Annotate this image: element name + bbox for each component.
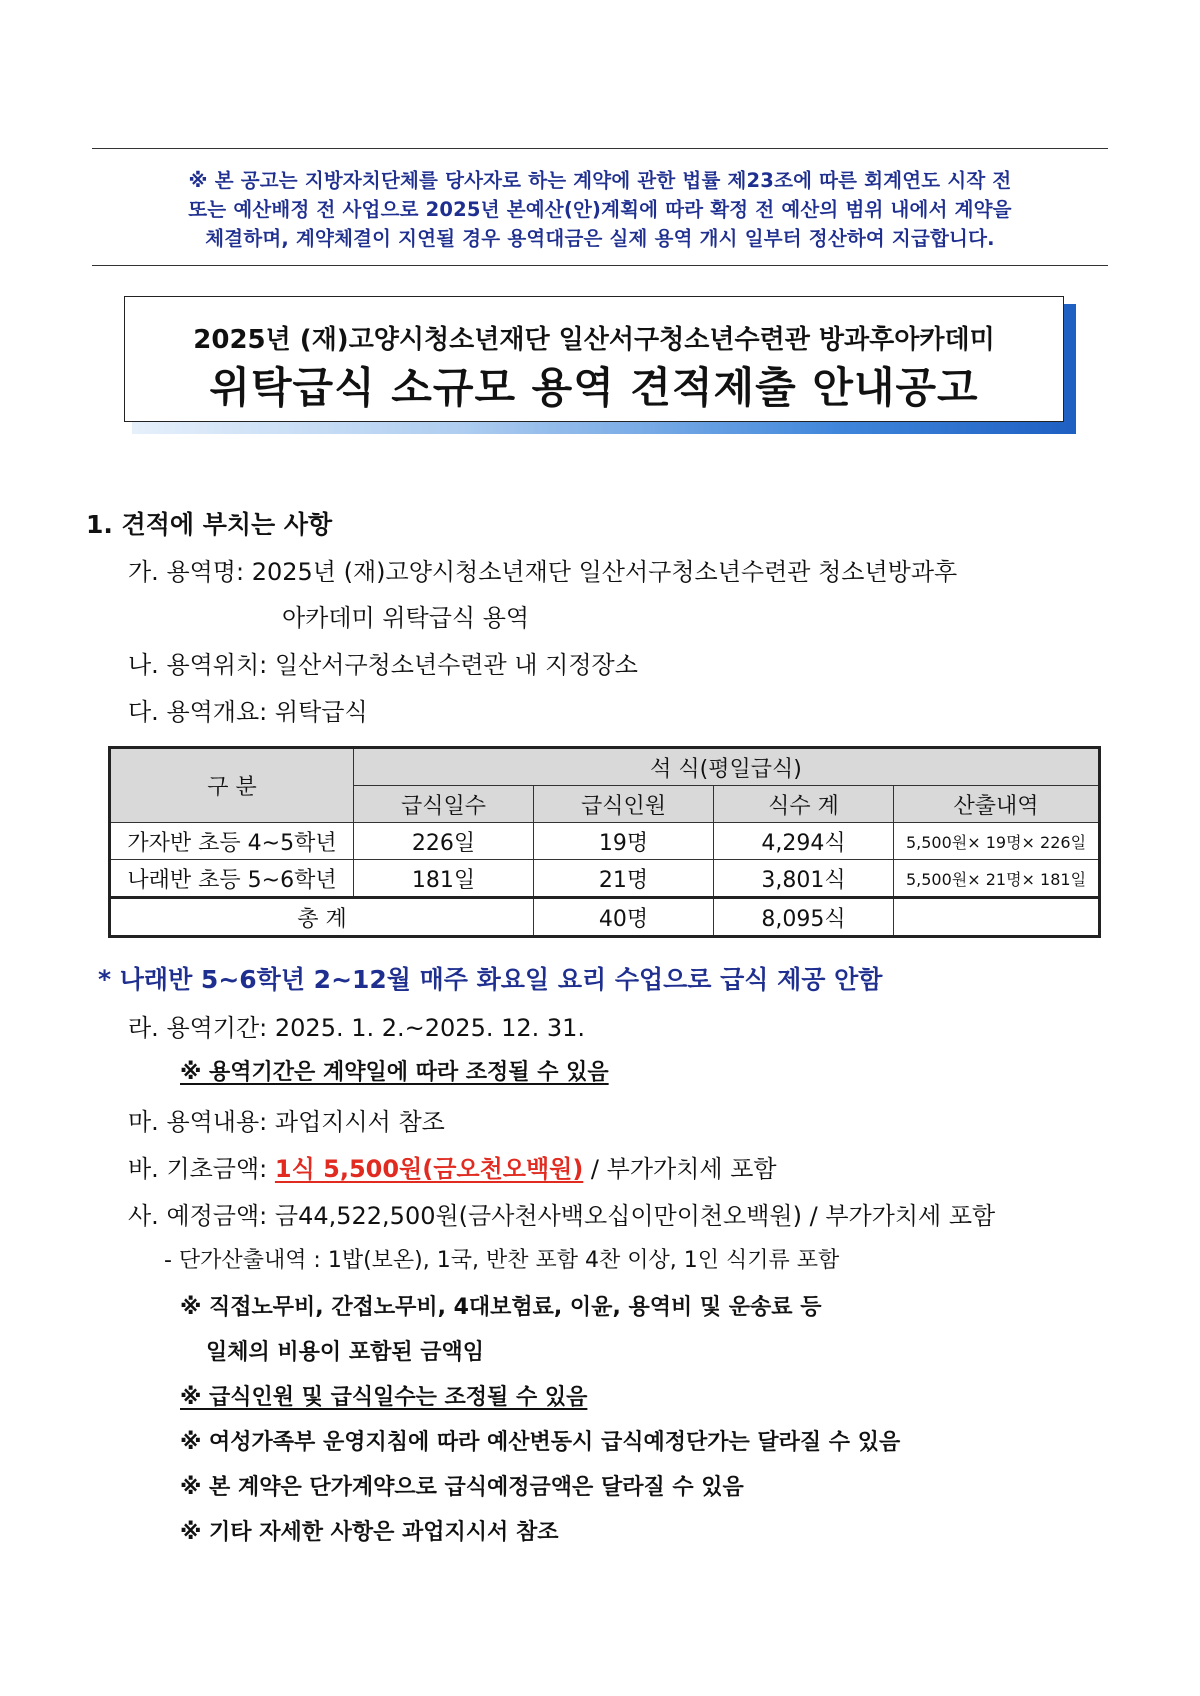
total-meals: 8,095식	[714, 898, 894, 937]
section-heading: 1. 견적에 부치는 사항	[86, 510, 333, 539]
row-calc: 5,500원× 19명× 226일	[894, 823, 1100, 860]
table-total-row	[110, 898, 1100, 937]
header-category: 구 분	[110, 748, 354, 823]
item-service-period: 라. 용역기간: 2025. 1. 2.~2025. 12. 31.	[128, 1014, 586, 1042]
meal-table	[108, 746, 1101, 938]
row-people: 19명	[534, 823, 714, 860]
period-note: ※ 용역기간은 계약일에 따라 조정될 수 있음	[180, 1060, 609, 1085]
row-days: 181일	[354, 860, 534, 898]
row-people: 21명	[534, 860, 714, 898]
item-service-overview: 다. 용역개요: 위탁급식	[128, 698, 368, 726]
row-category: 가자반 초등 4~5학년	[110, 823, 354, 860]
base-amount-value: 1식 5,500원(금오천오백원)	[274, 1155, 584, 1183]
notice-line-3: 체결하며, 계약체결이 지연될 경우 용역대금은 실제 용역 개시 일부터 정산하여 지급합니다.	[205, 227, 995, 250]
table-row	[110, 823, 1100, 860]
header-people: 급식인원	[534, 786, 714, 823]
note-adjustable: ※ 급식인원 및 급식일수는 조정될 수 있음	[180, 1385, 588, 1410]
budget-notice	[92, 148, 1108, 266]
row-meals: 4,294식	[714, 823, 894, 860]
header-group: 석 식(평일급식)	[354, 748, 1100, 786]
total-people: 40명	[534, 898, 714, 937]
item-estimated-amount: 사. 예정금액: 금44,522,500원(금사천사백오십이만이천오백원) / 부가가치세 포함	[128, 1202, 996, 1230]
title-line-1: 2025년 (재)고양시청소년재단 일산서구청소년수련관 방과후아카데미	[193, 325, 995, 355]
item-service-name: 가. 용역명: 2025년 (재)고양시청소년재단 일산서구청소년수련관 청소년방과후	[128, 558, 958, 586]
notice-line-1: ※ 본 공고는 지방자치단체를 당사자로 하는 계약에 관한 법률 제23조에 따른 회계연도 시작 전	[188, 169, 1012, 192]
page-title: 위탁급식 소규모 용역 견적제출 안내공고	[209, 363, 979, 412]
title-box	[124, 296, 1064, 422]
base-amount-suffix: / 부가가치세 포함	[583, 1155, 777, 1183]
row-category: 나래반 초등 5~6학년	[110, 860, 354, 898]
row-days: 226일	[354, 823, 534, 860]
total-calc	[894, 898, 1100, 937]
note-cost-items: ※ 직접노무비, 간접노무비, 4대보험료, 이윤, 용역비 및 운송료 등	[180, 1295, 822, 1320]
row-meals: 3,801식	[714, 860, 894, 898]
note-guideline: ※ 여성가족부 운영지침에 따라 예산변동시 급식예정단가는 달라질 수 있음	[180, 1430, 901, 1455]
tuesday-note: * 나래반 5~6학년 2~12월 매주 화요일 요리 수업으로 급식 제공 안함	[98, 965, 883, 994]
note-reference: ※ 기타 자세한 사항은 과업지시서 참조	[180, 1520, 559, 1545]
item-service-location: 나. 용역위치: 일산서구청소년수련관 내 지정장소	[128, 651, 638, 679]
note-unit-contract: ※ 본 계약은 단가계약으로 급식예정금액은 달라질 수 있음	[180, 1475, 744, 1500]
item-base-amount	[128, 1149, 777, 1184]
unit-price-breakdown: - 단가산출내역 : 1밥(보온), 1국, 반찬 포함 4찬 이상, 1인 식기류 포함	[164, 1248, 840, 1273]
header-days: 급식일수	[354, 786, 534, 823]
base-amount-prefix: 바. 기초금액:	[128, 1155, 275, 1183]
table-row	[110, 860, 1100, 898]
note-cost-items-cont: 일체의 비용이 포함된 금액임	[206, 1340, 485, 1365]
header-calc: 산출내역	[894, 786, 1100, 823]
notice-line-2: 또는 예산배정 전 사업으로 2025년 본예산(안)계획에 따라 확정 전 예산의 범위 내에서 계약을	[188, 198, 1012, 221]
header-meals: 식수 계	[714, 786, 894, 823]
item-service-name-cont: 아카데미 위탁급식 용역	[282, 604, 530, 632]
item-service-content: 마. 용역내용: 과업지시서 참조	[128, 1108, 445, 1136]
row-calc: 5,500원× 21명× 181일	[894, 860, 1100, 898]
total-label: 총 계	[110, 898, 534, 937]
